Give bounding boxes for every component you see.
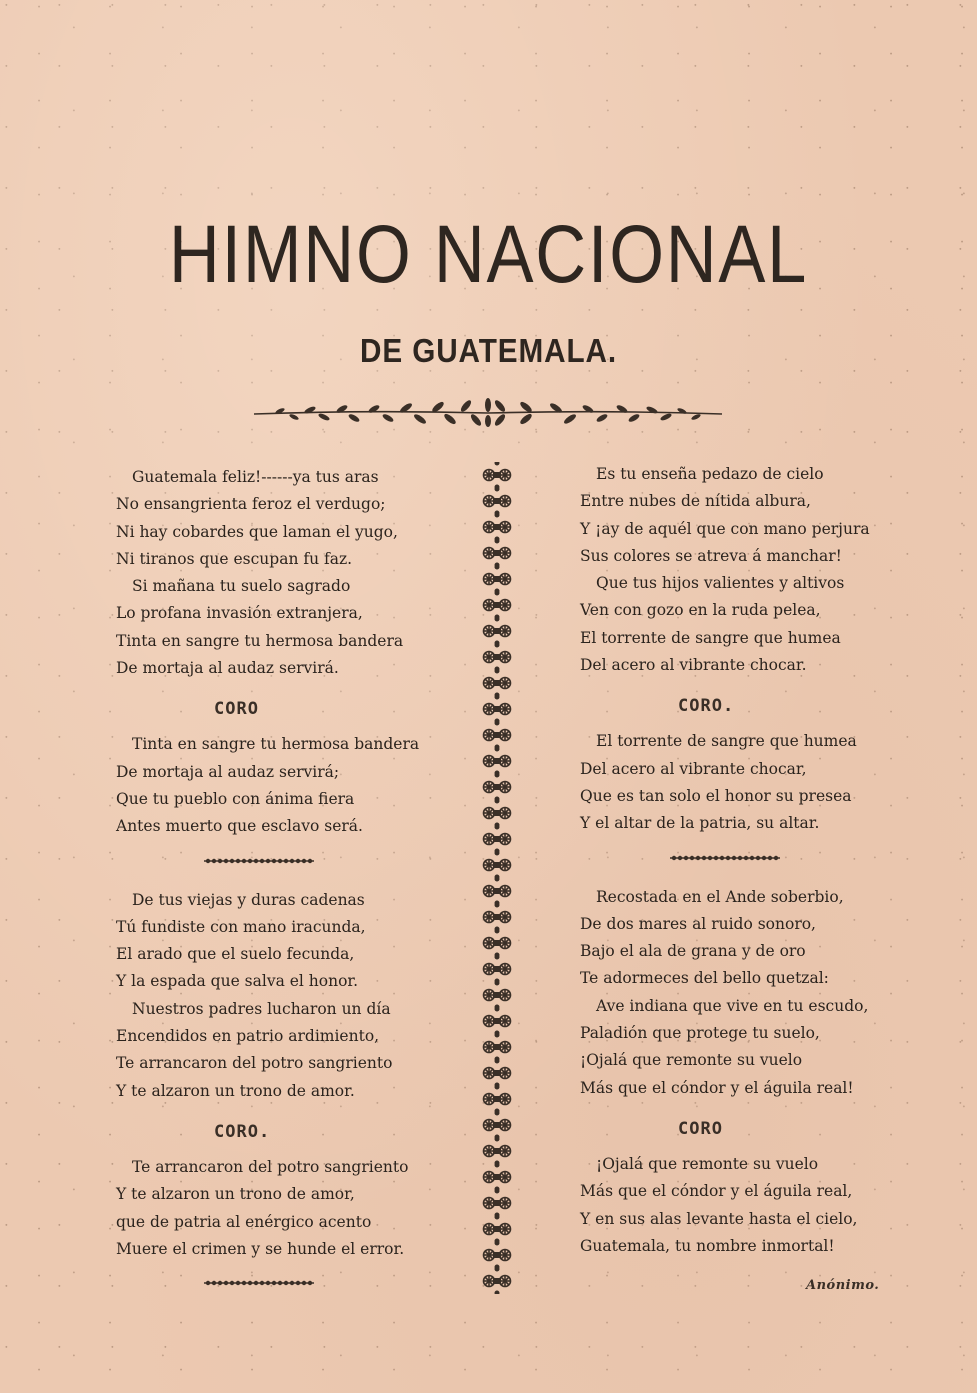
verse-line: El torrente de sangre que humea bbox=[596, 732, 857, 751]
verse-line: Y la espada que salva el honor. bbox=[116, 972, 359, 991]
verse-line: Guatemala, tu nombre inmortal! bbox=[580, 1236, 835, 1255]
verse-line: Tinta en sangre tu hermosa bandera bbox=[132, 735, 420, 754]
verse-line: que de patria al enérgico acento bbox=[116, 1212, 372, 1231]
stanza-3 bbox=[580, 461, 910, 679]
verse-line: Y ¡ay de aquél que con mano perjura bbox=[580, 519, 870, 538]
verse-line: No ensangrienta feroz el verdugo; bbox=[116, 495, 386, 514]
verse-line: Nuestros padres lucharon un día bbox=[132, 999, 391, 1018]
verse-line: Te adormeces del bello quetzal: bbox=[580, 969, 829, 988]
verse-line: Te arrancaron del potro sangriento bbox=[132, 1157, 409, 1176]
verse-line: Ni hay cobardes que laman el yugo, bbox=[116, 522, 398, 541]
verse-line: Tú fundiste con mano iracunda, bbox=[116, 917, 366, 936]
floral-chain-ornament-icon bbox=[482, 462, 512, 1294]
verse-line: ¡Ojalá que remonte su vuelo bbox=[596, 1154, 819, 1173]
verse-line: Más que el cóndor y el águila real! bbox=[580, 1078, 854, 1097]
verse-line: ¡Ojalá que remonte su vuelo bbox=[580, 1051, 803, 1070]
verse-line: Y el altar de la patria, su altar. bbox=[580, 814, 820, 833]
verse-line: Antes muerto que esclavo será. bbox=[116, 817, 363, 836]
verse-line: Guatemala feliz!------ya tus aras bbox=[132, 468, 379, 486]
verse-line: De dos mares al ruido sonoro, bbox=[580, 914, 816, 933]
verse-line: Y te alzaron un trono de amor. bbox=[116, 1081, 355, 1100]
stanza-2 bbox=[116, 887, 461, 1105]
verse-line: Bajo el ala de grana y de oro bbox=[580, 942, 806, 961]
verse-line: Que tus hijos valientes y altivos bbox=[596, 574, 845, 593]
page-title: HIMNO NACIONAL bbox=[168, 209, 809, 300]
verse-line: De tus viejas y duras cadenas bbox=[132, 890, 365, 909]
right-column bbox=[580, 461, 910, 1260]
beaded-divider bbox=[116, 1279, 461, 1289]
author-signature: Anónimo. bbox=[806, 1278, 880, 1293]
verse-line: Te arrancaron del potro sangriento bbox=[116, 1054, 393, 1073]
stanza-4 bbox=[580, 884, 910, 1102]
chorus-3 bbox=[580, 728, 910, 837]
beaded-line-ornament-icon bbox=[204, 1279, 314, 1287]
beaded-line-ornament-icon bbox=[670, 854, 780, 862]
verse-line: De mortaja al audaz servirá; bbox=[116, 762, 340, 781]
coro-heading: CORO. bbox=[214, 1121, 271, 1142]
verse-line: Lo profana invasión extranjera, bbox=[116, 604, 363, 623]
coro-heading: CORO bbox=[214, 699, 259, 720]
verse-line: Muere el crimen y se hunde el error. bbox=[116, 1239, 405, 1258]
chorus-1 bbox=[116, 731, 461, 840]
verse-line: El arado que el suelo fecunda, bbox=[116, 945, 355, 964]
left-column bbox=[116, 464, 461, 1309]
verse-line: Ave indiana que vive en tu escudo, bbox=[596, 996, 869, 1015]
chorus-2 bbox=[116, 1154, 461, 1263]
verse-line: Recostada en el Ande soberbio, bbox=[596, 887, 844, 906]
beaded-divider bbox=[116, 857, 461, 867]
stanza-1 bbox=[116, 464, 461, 682]
verse-line: De mortaja al audaz servirá. bbox=[116, 659, 339, 678]
verse-line: Del acero al vibrante chocar. bbox=[580, 656, 807, 675]
verse-line: Ni tiranos que escupan fu faz. bbox=[116, 549, 353, 568]
verse-line: Del acero al vibrante chocar, bbox=[580, 759, 807, 778]
verse-line: Encendidos en patrio ardimiento, bbox=[116, 1027, 380, 1046]
floral-vine-ornament-icon bbox=[250, 398, 726, 428]
verse-line: Si mañana tu suelo sagrado bbox=[132, 577, 351, 596]
beaded-divider bbox=[580, 854, 910, 864]
verse-line: El torrente de sangre que humea bbox=[580, 628, 841, 647]
verse-line: Entre nubes de nítida albura, bbox=[580, 492, 811, 511]
beaded-line-ornament-icon bbox=[204, 857, 314, 865]
verse-line: Tinta en sangre tu hermosa bandera bbox=[116, 631, 404, 650]
verse-line: Y te alzaron un trono de amor, bbox=[116, 1185, 355, 1204]
verse-line: Paladión que protege tu suelo, bbox=[580, 1024, 820, 1043]
verse-line: Ven con gozo en la ruda pelea, bbox=[580, 601, 821, 620]
verse-line: Que es tan solo el honor su presea bbox=[580, 786, 852, 805]
coro-heading: CORO. bbox=[678, 696, 735, 717]
verse-line: Más que el cóndor y el águila real, bbox=[580, 1182, 853, 1201]
verse-line: Sus colores se atreva á manchar! bbox=[580, 546, 842, 565]
chorus-4 bbox=[580, 1151, 910, 1260]
verse-line: Es tu enseña pedazo de cielo bbox=[596, 465, 824, 483]
verse-line: Que tu pueblo con ánima fiera bbox=[116, 789, 355, 808]
verse-line: Y en sus alas levante hasta el cielo, bbox=[580, 1209, 858, 1228]
page-subtitle: DE GUATEMALA. bbox=[359, 332, 617, 369]
coro-heading: CORO bbox=[678, 1118, 723, 1139]
